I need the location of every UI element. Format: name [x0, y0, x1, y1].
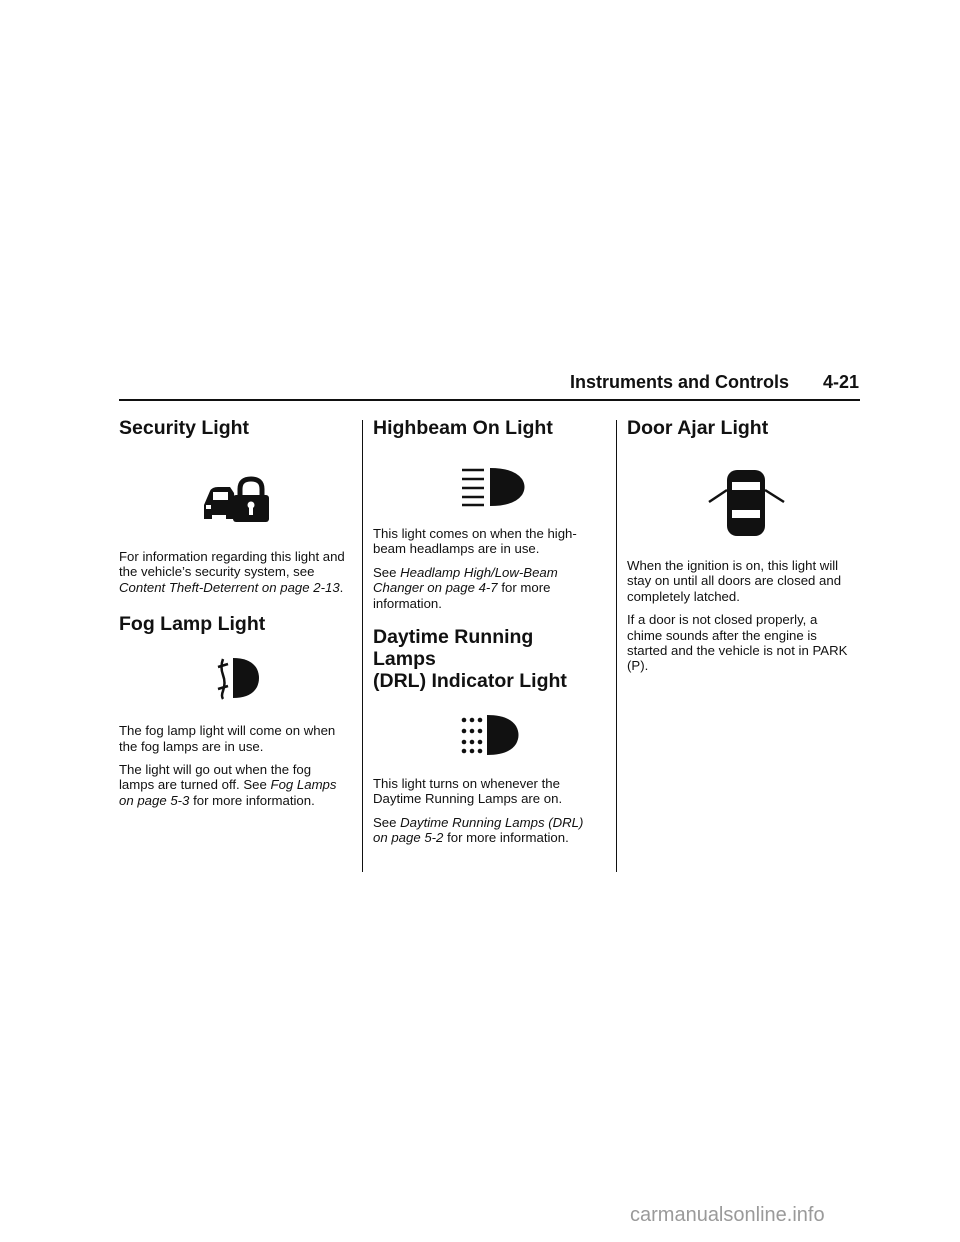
column-2 — [373, 412, 601, 854]
highbeam-heading: Highbeam On Light — [373, 417, 553, 439]
highbeam-reference-link[interactable]: Headlamp High/Low-Beam Changer on page 4-7 — [373, 564, 558, 596]
door-ajar-paragraph-2: If a door is not closed properly, a chime sounds after the engine is started and the vehicle is not in PARK (P). — [627, 612, 848, 674]
door-ajar-paragraph-1: When the ignition is on, this light will stay on until all doors are closed and completely latched. — [627, 558, 842, 604]
security-reference-link[interactable]: Content Theft-Deterrent on page 2-13 — [119, 579, 340, 595]
fog-paragraph-1: The fog lamp light will come on when the fog lamps are in use. — [119, 723, 336, 754]
fog-lamp-icon — [213, 655, 261, 701]
drl-paragraph-1: This light turns on whenever the Daytime Running Lamps are on. — [373, 776, 563, 807]
door-ajar-icon — [707, 468, 787, 538]
page-header — [119, 372, 859, 400]
security-paragraph: For information regarding this light and the vehicle’s security system, see Content Theft-Deterrent on page 2-13. — [119, 549, 345, 595]
drl-heading: Daytime Running Lamps (DRL) Indicator Light — [373, 626, 567, 693]
drl-paragraph-2: See Daytime Running Lamps (DRL) on page 5-2 for more information. — [373, 814, 584, 846]
security-lock-icon — [200, 475, 270, 523]
fog-paragraph-2: The light will go out when the fog lamps are turned off. See Fog Lamps on page 5-3 for more information. — [119, 762, 337, 808]
high-beam-icon — [460, 467, 530, 507]
section-title: Instruments and Controls — [569, 372, 789, 392]
security-light-heading: Security Light — [119, 417, 250, 439]
column-1 — [119, 412, 347, 816]
page-number: 4-21 — [822, 372, 859, 392]
column-3 — [627, 412, 855, 682]
watermark: carmanualsonline.info — [630, 1204, 825, 1226]
highbeam-paragraph-2: See Headlamp High/Low-Beam Changer on page 4-7 for more information. — [373, 564, 558, 611]
column-divider — [616, 420, 617, 872]
fog-reference-link[interactable]: Fog Lamps on page 5-3 — [119, 777, 337, 808]
highbeam-paragraph-1: This light comes on when the high-beam headlamps are in use. — [373, 526, 577, 557]
drl-indicator-icon — [459, 714, 523, 756]
header-rule — [119, 399, 860, 401]
drl-reference-link[interactable]: Daytime Running Lamps (DRL) on page 5-2 — [373, 814, 584, 846]
door-ajar-heading: Door Ajar Light — [627, 417, 769, 439]
column-divider — [362, 420, 363, 872]
fog-lamp-heading: Fog Lamp Light — [119, 613, 266, 636]
